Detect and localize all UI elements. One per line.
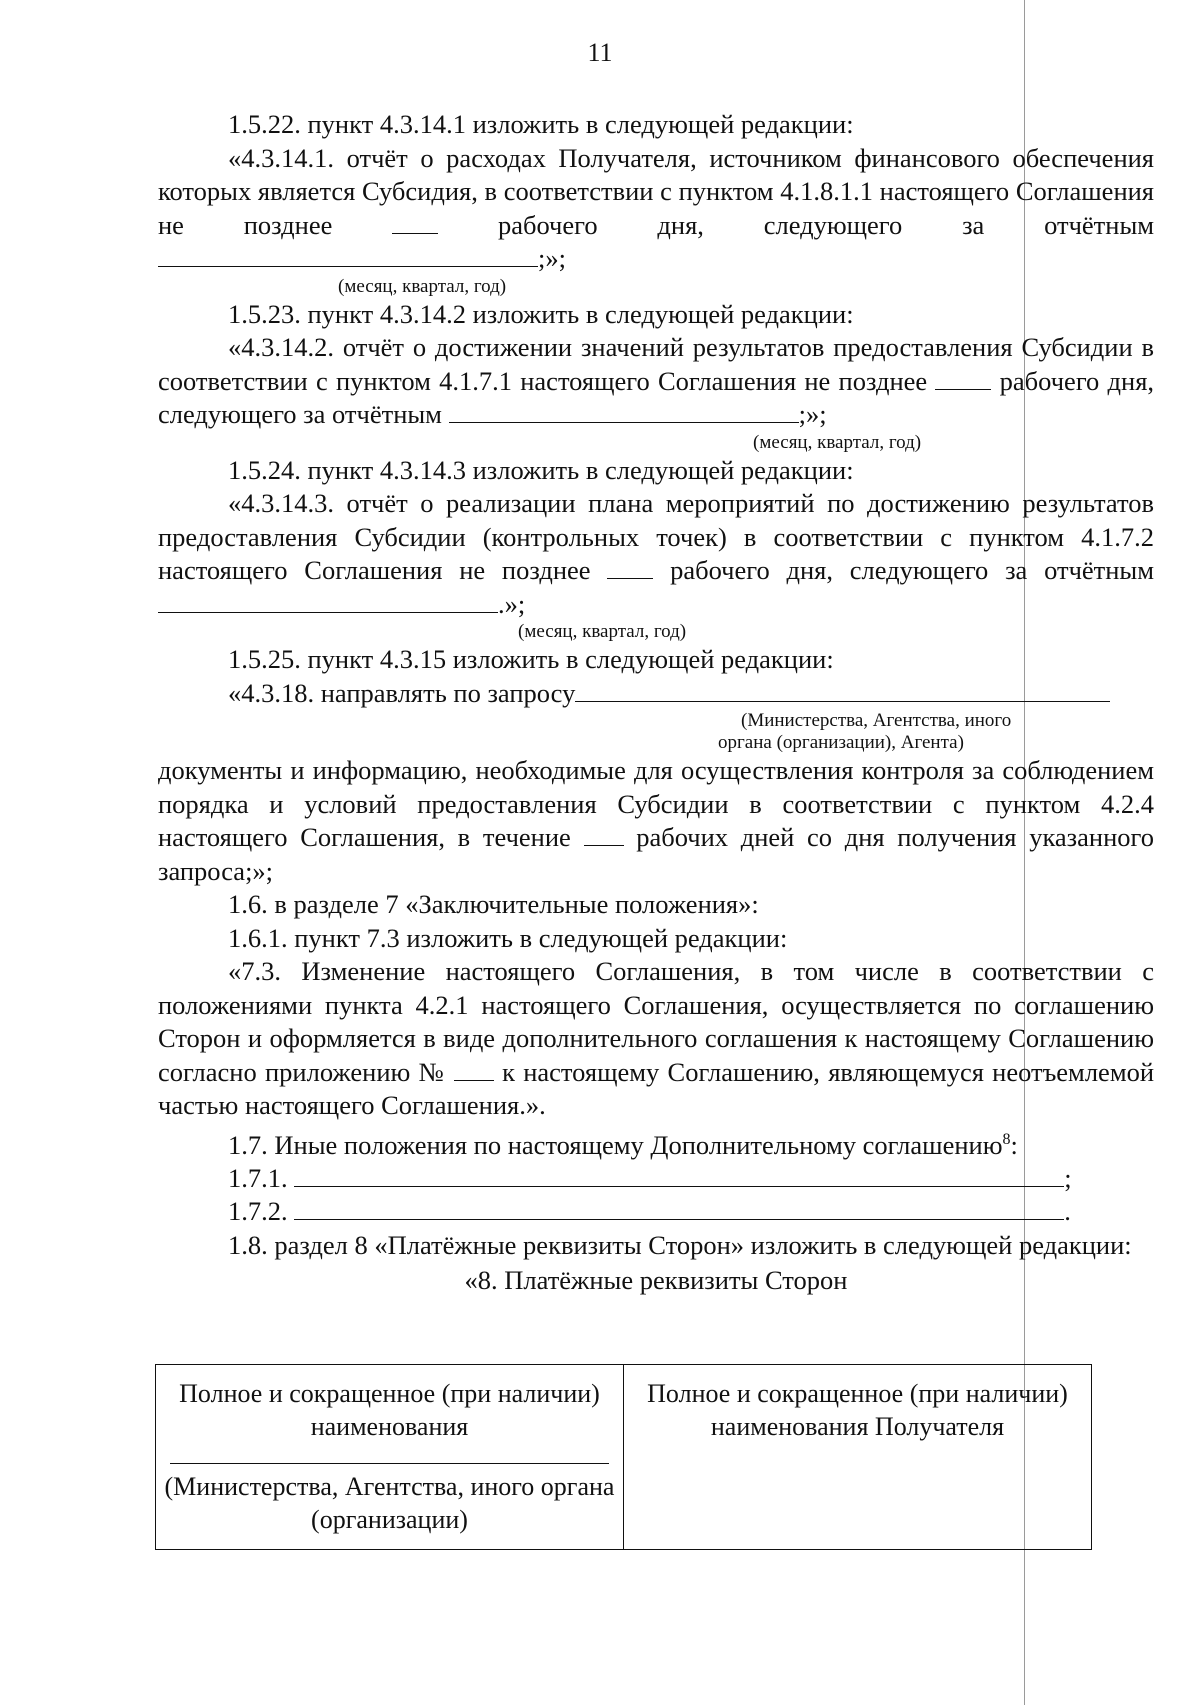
blank-other-1 [294, 1164, 1064, 1187]
paragraph-1-7: 1.7. Иные положения по настоящему Дополнительному соглашению$^8$: [228, 1129, 1018, 1160]
paragraph-1-5-23: 1.5.23. пункт 4.3.14.2 изложить в следующей редакции: [228, 298, 854, 329]
paragraph-4-3-18: «4.3.18. направлять по запросу [158, 677, 1154, 711]
paragraph-1-5-22: 1.5.22. пункт 4.3.14.1 изложить в следующей редакции: [228, 109, 854, 139]
authority-name-header: Полное и сокращенное (при наличии) наименования [179, 1379, 600, 1441]
caption-period-3: (месяц, квартал, год) [518, 621, 687, 642]
paragraph-4-3-14-2: «4.3.14.2. отчёт о достижении значений результатов предоставления Субсидии в соответствии с пунктом 4.1.7.1 настоящего Соглашения не позднее рабочего дня, следующего за отчётным ;»; [158, 332, 1155, 429]
authority-name-caption: (Министерства, Агентства, иного органа (организации) [164, 1472, 615, 1534]
blank-period [158, 244, 538, 267]
blank-days [607, 556, 653, 579]
paragraph-1-5-25: 1.5.25. пункт 4.3.15 изложить в следующей редакции: [228, 644, 834, 674]
paragraph-1-7-1: 1.7.1. ; [228, 1162, 1072, 1193]
payment-details-table [155, 1364, 1092, 1550]
paragraph-1-7-2: 1.7.2. . [228, 1196, 1071, 1227]
caption-ministry-1: (Министерства, Агентства, иного [741, 710, 1012, 731]
authority-name-line [170, 1463, 609, 1464]
paragraph-1-6-1: 1.6.1. пункт 7.3 изложить в следующей редакции: [228, 922, 788, 953]
page-number: 11 [587, 38, 613, 67]
paragraph-1-6: 1.6. в разделе 7 «Заключительные положения»: [228, 889, 759, 919]
blank-period [158, 590, 498, 613]
table-cell-authority [156, 1365, 624, 1550]
blank-period [449, 400, 799, 423]
blank-days [584, 823, 624, 846]
blank-days [935, 367, 991, 390]
paragraph-documents: документы и информацию, необходимые для осуществления контроля за соблюдением порядка и условий предоставления Субсидии в соответствии с пунктом 4.2.4 настоящего Соглашения, в течение рабочих дней со дня получения указанного запроса;»; [158, 755, 1154, 886]
section-8-title: «8. Платёжные реквизиты Сторон [464, 1265, 848, 1296]
blank-appendix-number [454, 1058, 494, 1081]
blank-authority [575, 679, 1110, 702]
caption-period-2: (месяц, квартал, год) [753, 431, 922, 453]
caption-ministry-2: органа (организации), Агента) [718, 732, 964, 753]
recipient-name-header: Полное и сокращенное (при наличии) наименования Получателя [647, 1379, 1068, 1441]
paragraph-1-5-24: 1.5.24. пункт 4.3.14.3 изложить в следующей редакции: [228, 454, 854, 485]
paragraph-1-8: 1.8. раздел 8 «Платёжные реквизиты Сторон» изложить в следующей редакции: [228, 1229, 1132, 1260]
caption-period-1: (месяц, квартал, год) [338, 275, 507, 297]
paragraph-7-3: «7.3. Изменение настоящего Соглашения, в том числе в соответствии с положениями пункта 4.2.1 настоящего Соглашения, осуществляется по соглашению Сторон и оформляется в виде дополнительного соглашения к настоящему Соглашению согласно приложению № к настоящему Соглашению, являющемуся неотъемлемой частью настоящего Соглашения.». [158, 956, 1155, 1120]
blank-other-2 [294, 1197, 1064, 1220]
document-body [158, 108, 1154, 1298]
paragraph-4-3-14-3: «4.3.14.3. отчёт о реализации плана мероприятий по достижению результатов предоставления Субсидии (контрольных точек) в соответствии с пунктом 4.1.7.2 настоящего Соглашения не позднее рабочего дня, следующего за отчётным .»; [158, 488, 1155, 619]
blank-days [392, 211, 438, 234]
paragraph-4-3-14-1: «4.3.14.1. отчёт о расходах Получателя, источником финансового обеспечения которых является Субсидия, в соответствии с пунктом 4.1.8.1.1 настоящего Соглашения не позднее рабочего дня, следующего за отчётным ;»; [158, 142, 1155, 273]
table-cell-recipient [624, 1365, 1092, 1550]
